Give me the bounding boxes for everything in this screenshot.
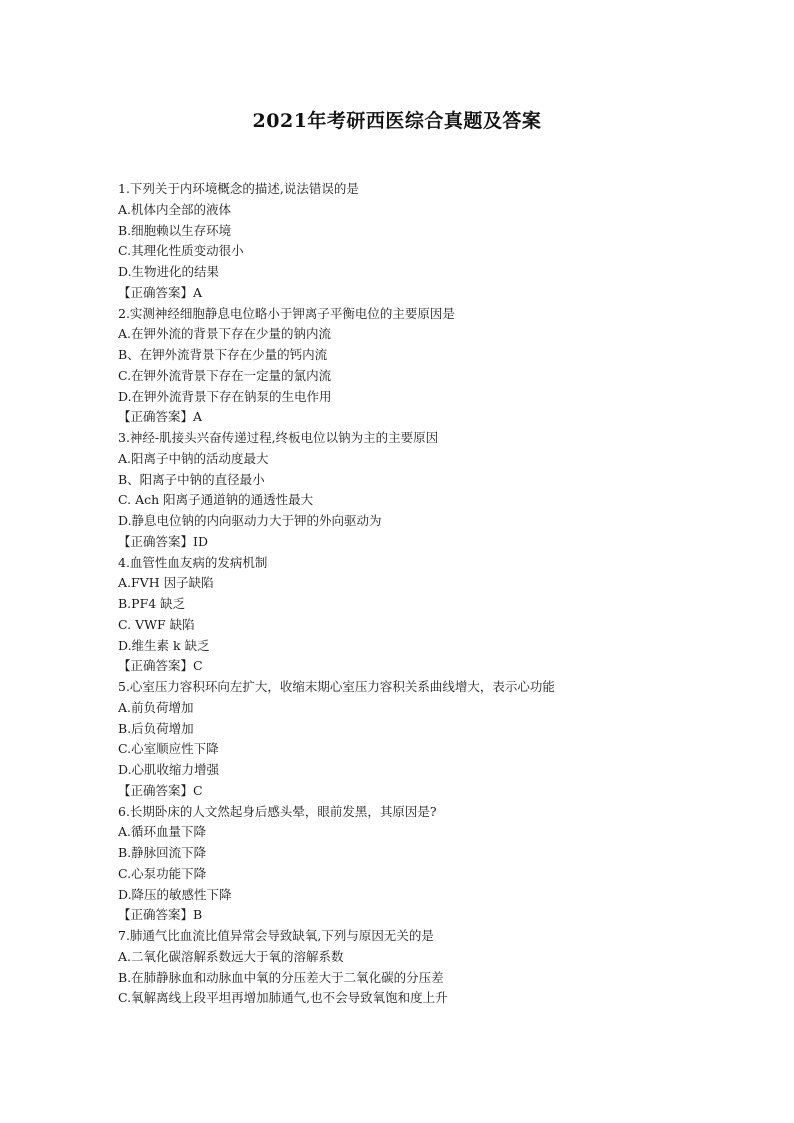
question-6-answer: 【正确答案】B	[118, 907, 203, 923]
question-7-stem: 7.肺通气比血流比值异常会导致缺氧,下列与原因无关的是	[118, 928, 434, 943]
question-4-option-b: B.PF4 缺乏	[118, 596, 186, 611]
question-4-option-d: D.维生素 k 缺乏	[118, 637, 210, 653]
question-3-stem: 3.神经-肌接头兴奋传递过程,终板电位以钠为主的主要原因	[118, 430, 439, 445]
question-1-stem: 1.下列关于内环境概念的描述,说法错误的是	[118, 181, 359, 196]
question-4-answer: 【正确答案】C	[118, 658, 203, 674]
question-7-option-a: A.二氧化碳溶解系数远大于氧的溶解系数	[118, 948, 344, 964]
question-1-option-d: D.生物进化的结果	[118, 264, 220, 279]
question-1-option-c: C.其理化性质变动很小	[118, 243, 244, 259]
question-7-option-c: C.氧解离线上段平坦再增加肺通气,也不会导致氧饱和度上升	[118, 990, 448, 1006]
question-1-option-b: B.细胞赖以生存环境	[118, 222, 232, 238]
question-2-stem: 2.实测神经细胞静息电位略小于钾离子平衡电位的主要原因是	[118, 305, 455, 321]
question-5-option-a: A.前负荷增加	[118, 699, 194, 715]
question-2-option-c: C.在钾外流背景下存在一定量的氯内流	[118, 367, 332, 383]
question-2-answer: 【正确答案】A	[118, 409, 203, 425]
question-3-option-d: D.静息电位钠的内向驱动力大于钾的外向驱动为	[118, 513, 382, 528]
question-2-option-b: B、在钾外流背景下存在少量的钙内流	[118, 347, 328, 362]
question-6-option-a: A.循环血量下降	[118, 824, 207, 840]
question-5-option-c: C.心室顺应性下降	[118, 741, 219, 757]
question-5-option-b: B.后负荷增加	[118, 720, 194, 736]
question-4-option-c: C. VWF 缺陷	[118, 616, 195, 632]
question-5-option-d: D.心肌收缩力增强	[118, 762, 220, 777]
question-5-stem: 5.心室压力容积环向左扩大，收缩末期心室压力容积关系曲线增大，表示心功能	[118, 679, 555, 694]
question-6-option-b: B.静脉回流下降	[118, 845, 207, 860]
document-body	[118, 179, 758, 1009]
question-5-answer: 【正确答案】C	[118, 782, 203, 798]
question-3-option-b: B、阳离子中钠的直径最小	[118, 471, 265, 487]
question-7-option-b: B.在肺静脉血和动脉血中氧的分压差大于二氧化碳的分压差	[118, 969, 444, 985]
question-2-option-a: A.在钾外流的背景下存在少量的钠内流	[118, 326, 332, 342]
question-1-option-a: A.机体内全部的液体	[118, 201, 232, 217]
question-4-stem: 4.血管性血友病的发病机制	[118, 554, 268, 570]
question-2-option-d: D.在钾外流背景下存在钠泵的生电作用	[118, 388, 332, 404]
question-4-option-a: A.FVH 因子缺陷	[118, 575, 214, 591]
question-6-option-d: D.降压的敏感性下降	[118, 886, 232, 902]
document-title: 2021年考研西医综合真题及答案	[252, 110, 542, 132]
question-3-option-c: C. Ach 阳离子通道钠的通透性最大	[118, 492, 314, 508]
question-1-answer: 【正确答案】A	[118, 284, 203, 300]
question-6-stem: 6.长期卧床的人文然起身后感头晕，眼前发黑，其原因是?	[118, 803, 437, 819]
question-6-option-c: C.心泵功能下降	[118, 865, 207, 881]
question-3-option-a: A.阳离子中钠的活动度最大	[118, 450, 269, 466]
question-3-answer: 【正确答案】ID	[118, 533, 208, 549]
